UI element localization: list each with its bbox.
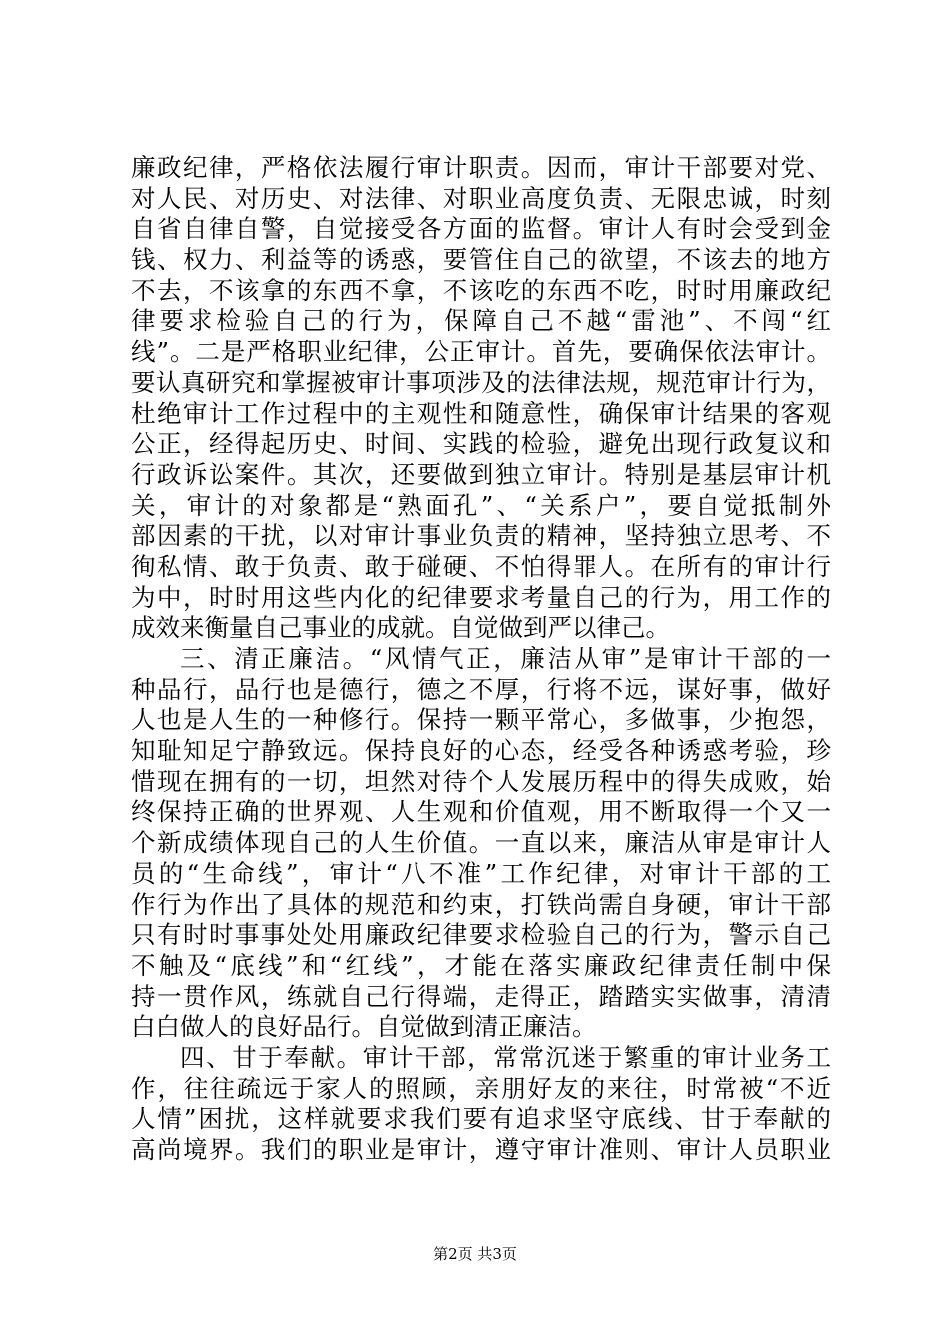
text-line: 要认真研究和掌握被审计事项涉及的法律法规，规范审计行为，: [131, 367, 831, 397]
page-number-footer: 第2页 共3页: [433, 1245, 517, 1263]
text-line: 行政诉讼案件。其次，还要做到独立审计。特别是基层审计机: [131, 459, 831, 489]
text-line: 白白做人的良好品行。自觉做到清正廉洁。: [131, 1012, 597, 1042]
text-line: 人也是人生的一种修行。保持一颗平常心，多做事，少抱怨，: [131, 705, 831, 735]
text-line: 徇私情、敢于负责、敢于碰硬、不怕得罪人。在所有的审计行: [131, 551, 831, 581]
text-line: 惜现在拥有的一切，坦然对待个人发展历程中的得失成败，始: [131, 766, 831, 796]
text-line: 线”。二是严格职业纪律，公正审计。首先，要确保依法审计。: [131, 337, 831, 367]
text-line: 杜绝审计工作过程中的主观性和随意性，确保审计结果的客观: [131, 398, 831, 428]
text-line: 为中，时时用这些内化的纪律要求考量自己的行为，用工作的: [131, 582, 831, 612]
text-line: 不触及“底线”和“红线”，才能在落实廉政纪律责任制中保: [131, 950, 831, 980]
text-line: 人情”困扰，这样就要求我们要有追求坚守底线、甘于奉献的: [131, 1104, 831, 1134]
text-line: 种品行，品行也是德行，德之不厚，行将不远，谋好事，做好: [131, 674, 831, 704]
text-line: 钱、权力、利益等的诱惑，要管住自己的欲望，不该去的地方: [131, 245, 831, 275]
text-line: 持一贯作风，练就自己行得端，走得正，踏踏实实做事，清清: [131, 981, 831, 1011]
text-line: 个新成绩体现自己的人生价值。一直以来，廉洁从审是审计人: [131, 828, 831, 858]
text-line: 不去，不该拿的东西不拿，不该吃的东西不吃，时时用廉政纪: [131, 275, 831, 305]
text-line: 自省自律自警，自觉接受各方面的监督。审计人有时会受到金: [131, 214, 831, 244]
document-body: [131, 153, 831, 1166]
text-line: 高尚境界。我们的职业是审计，遵守审计准则、审计人员职业: [131, 1135, 831, 1164]
text-line: 作，往往疏远于家人的照顾，亲朋好友的来往，时常被“不近: [131, 1073, 831, 1103]
text-line: 公正，经得起历史、时间、实践的检验，避免出现行政复议和: [131, 429, 831, 459]
text-line: 成效来衡量自己事业的成就。自觉做到严以律己。: [131, 613, 670, 643]
text-line: 部因素的干扰，以对审计事业负责的精神，坚持独立思考、不: [131, 521, 831, 551]
text-line: 四、甘于奉献。审计干部，常常沉迷于繁重的审计业务工: [180, 1042, 831, 1072]
text-line: 律要求检验自己的行为，保障自己不越“雷池”、不闯“红: [131, 306, 831, 336]
text-line: 对人民、对历史、对法律、对职业高度负责、无限忠诚，时刻: [131, 183, 831, 213]
text-line: 关，审计的对象都是“熟面孔”、“关系户”，要自觉抵制外: [131, 490, 831, 520]
text-line: 终保持正确的世界观、人生观和价值观，用不断取得一个又一: [131, 797, 831, 827]
text-line: 廉政纪律，严格依法履行审计职责。因而，审计干部要对党、: [131, 153, 831, 182]
text-line: 员的“生命线”，审计“八不准”工作纪律，对审计干部的工: [131, 858, 831, 888]
text-line: 只有时时事事处处用廉政纪律要求检验自己的行为，警示自己: [131, 920, 831, 950]
text-line: 知耻知足宁静致远。保持良好的心态，经受各种诱惑考验，珍: [131, 736, 831, 766]
text-line: 作行为作出了具体的规范和约束，打铁尚需自身硬，审计干部: [131, 889, 831, 919]
text-line: 三、清正廉洁。“风情气正，廉洁从审”是审计干部的一: [180, 644, 831, 673]
